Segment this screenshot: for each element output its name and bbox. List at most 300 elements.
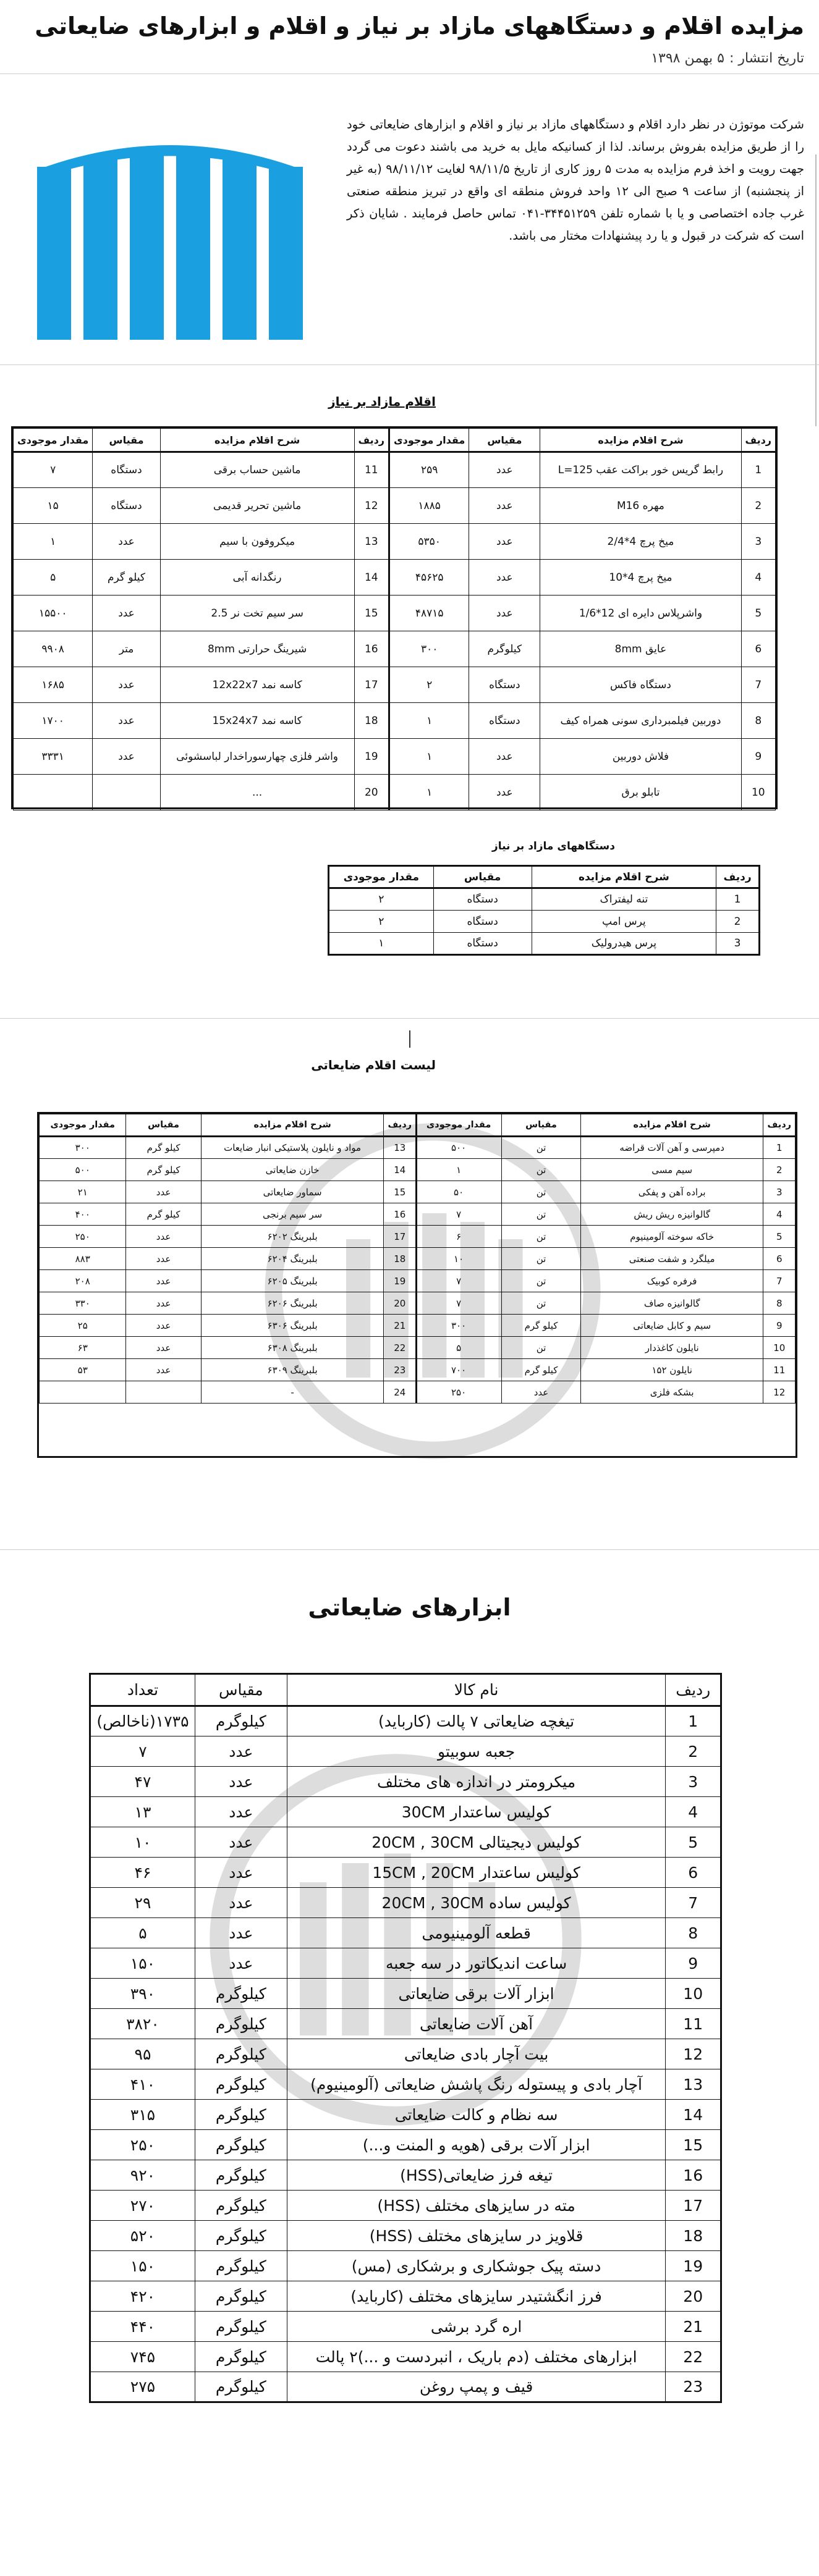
cell-unit: تن [502, 1159, 581, 1181]
surplus-items-table-right [389, 428, 776, 810]
cell-quantity: ۲۵ [40, 1315, 126, 1337]
waste-tools-table-frame [89, 1673, 722, 2403]
cell-description: دستگاه فاکس [540, 667, 741, 703]
table-row [390, 775, 776, 810]
cell-count: ۱۷۳۵(ناخالص) [90, 1706, 195, 1736]
column-header-row: ردیف [354, 429, 389, 452]
cell-row: 19 [384, 1270, 417, 1292]
cell-count: ۲۹ [90, 1888, 195, 1918]
cell-description: فرفره کوبیک [580, 1270, 763, 1292]
cell-row: 16 [354, 631, 389, 667]
cell-description: میخ پرچ 4*2/4 [540, 524, 741, 560]
cell-quantity: ۱ [329, 933, 434, 955]
cell-row: 7 [666, 1888, 721, 1918]
cell-description: خاکه سوخته آلومینیوم [580, 1226, 763, 1248]
table-row [416, 1315, 796, 1337]
cell-row: 11 [763, 1359, 796, 1381]
cell-quantity: ۳۰۰ [390, 631, 469, 667]
cell-item-name: قیف و پمپ روغن [287, 2372, 666, 2402]
cell-description: دوربین فیلمبرداری سونی همراه کیف [540, 703, 741, 739]
publish-date [646, 51, 804, 66]
cell-unit: عدد [469, 596, 540, 631]
cell-quantity: ۱۵ [14, 488, 93, 524]
cell-description: پرس امپ [532, 911, 716, 933]
cell-unit: دستگاه [93, 452, 160, 488]
cell-unit: کیلو گرم [126, 1203, 201, 1226]
cell-quantity: ۷ [14, 452, 93, 488]
column-header-unit: مقیاس [126, 1114, 201, 1137]
cell-description: نایلون ۱۵۲ [580, 1359, 763, 1381]
cell-unit: تن [502, 1337, 581, 1359]
cell-row: 8 [763, 1292, 796, 1315]
cell-unit: عدد [469, 560, 540, 596]
cell-quantity: ۵۰۰ [416, 1137, 502, 1159]
table-row [416, 1159, 796, 1181]
cell-unit: دستگاه [433, 911, 532, 933]
cell-item-name: آهن آلات ضایعاتی [287, 2009, 666, 2039]
table-row [14, 631, 389, 667]
cell-count: ۴۲۰ [90, 2281, 195, 2312]
cell-description: خازن ضایعاتی [201, 1159, 384, 1181]
surplus-items-table-left [13, 428, 390, 810]
column-header-description: شرح اقلام مزایده [580, 1114, 763, 1137]
cell-description: - [201, 1381, 384, 1404]
waste-tools-section [0, 1551, 819, 2576]
table-row [90, 1918, 721, 1948]
document-title: مزایده اقلام و دستگاههای مازاد بر نیاز و اقلام و ابزارهای ضایعاتی [35, 12, 804, 40]
cell-description: سر سیم برنجی [201, 1203, 384, 1226]
table-row [90, 2069, 721, 2100]
cell-item-name: کولیس دیجیتالی 20CM , 30CM [287, 1827, 666, 1858]
table-row [90, 2191, 721, 2221]
table-row [14, 452, 389, 488]
cell-item-name: جعبه سوبیتو [287, 1736, 666, 1767]
cell-count: ۵۲۰ [90, 2221, 195, 2251]
column-header-unit: مقیاس [469, 429, 540, 452]
cell-count: ۹۵ [90, 2039, 195, 2069]
cell-quantity: ۳۰۰ [40, 1137, 126, 1159]
table-row [416, 1381, 796, 1404]
cell-quantity: ۵۳ [40, 1359, 126, 1381]
column-header-item-name: نام کالا [287, 1674, 666, 1706]
cell-description: بلبرینگ ۶۳۰۸ [201, 1337, 384, 1359]
cell-row: 17 [354, 667, 389, 703]
cell-count: ۱۵۰ [90, 2251, 195, 2281]
table-row [416, 1248, 796, 1270]
cell-unit: کیلوگرم [195, 2372, 287, 2402]
cell-row: 15 [384, 1181, 417, 1203]
cell-description: سیم مسی [580, 1159, 763, 1181]
cell-quantity: ۱ [390, 739, 469, 775]
cell-quantity: ۱۶۸۵ [14, 667, 93, 703]
table-row [390, 596, 776, 631]
table-row [390, 452, 776, 488]
cell-quantity: ۶ [416, 1226, 502, 1248]
table-row [40, 1337, 417, 1359]
cell-count: ۴۶ [90, 1858, 195, 1888]
cell-quantity: ۷ [416, 1203, 502, 1226]
table-header-row [390, 429, 776, 452]
table-row [90, 2160, 721, 2191]
cell-row: 9 [666, 1948, 721, 1979]
cell-row: 2 [763, 1159, 796, 1181]
cell-row: 13 [354, 524, 389, 560]
table-row [416, 1181, 796, 1203]
cell-item-name: سه نظام و کالت ضایعاتی [287, 2100, 666, 2130]
cell-quantity [40, 1381, 126, 1404]
table-row [90, 2100, 721, 2130]
cell-quantity: ۵۰ [416, 1181, 502, 1203]
cell-row: 16 [384, 1203, 417, 1226]
cell-unit: دستگاه [433, 933, 532, 955]
waste-list-title: لیست اقلام ضایعاتی [311, 1058, 436, 1072]
cell-row: 7 [741, 667, 775, 703]
cell-unit: کیلوگرم [195, 2251, 287, 2281]
cell-count: ۳۸۲۰ [90, 2009, 195, 2039]
cell-row: 22 [384, 1337, 417, 1359]
cell-unit: تن [502, 1270, 581, 1292]
cell-unit: عدد [195, 1767, 287, 1797]
cell-count: ۷ [90, 1736, 195, 1767]
waste-list-table-frame [37, 1112, 797, 1458]
cell-unit: عدد [93, 596, 160, 631]
cell-unit: عدد [195, 1827, 287, 1858]
cell-row: 23 [384, 1359, 417, 1381]
cell-row: 5 [666, 1827, 721, 1858]
cell-unit: عدد [126, 1337, 201, 1359]
cell-row: 20 [384, 1292, 417, 1315]
cell-row: 3 [741, 524, 775, 560]
table-row [40, 1248, 417, 1270]
table-row [90, 1888, 721, 1918]
cell-quantity: ۷ [416, 1292, 502, 1315]
cell-description: بلبرینگ ۶۳۰۹ [201, 1359, 384, 1381]
surplus-items-table-frame [11, 426, 778, 809]
table-row [40, 1159, 417, 1181]
cell-unit: عدد [126, 1315, 201, 1337]
cell-unit: عدد [469, 739, 540, 775]
cell-description: بلبرینگ ۶۲۰۶ [201, 1292, 384, 1315]
cell-row: 4 [666, 1797, 721, 1827]
cell-quantity: ۷ [416, 1270, 502, 1292]
cell-row: 6 [741, 631, 775, 667]
cell-unit: عدد [195, 1948, 287, 1979]
table-row [40, 1315, 417, 1337]
cell-count: ۴۷ [90, 1767, 195, 1797]
table-row [40, 1270, 417, 1292]
cell-row: 1 [763, 1137, 796, 1159]
cell-quantity: ۱۵۵۰۰ [14, 596, 93, 631]
table-row [90, 2130, 721, 2160]
cell-row: 3 [666, 1767, 721, 1797]
cell-unit: کیلو گرم [93, 560, 160, 596]
column-header-row: ردیف [716, 866, 760, 888]
cell-row: 12 [666, 2039, 721, 2069]
cell-row: 9 [741, 739, 775, 775]
table-row [90, 2342, 721, 2372]
cell-row: 10 [741, 775, 775, 810]
column-header-quantity: مقدار موجودی [329, 866, 434, 888]
cell-item-name: ابزار آلات برقی ضایعاتی [287, 1979, 666, 2009]
column-header-quantity: مقدار موجودی [390, 429, 469, 452]
table-row [390, 560, 776, 596]
cell-description: شیرینگ حرارتی 8mm [160, 631, 354, 667]
cell-row: 4 [763, 1203, 796, 1226]
cell-unit: عدد [93, 703, 160, 739]
cell-unit: کیلوگرم [195, 2191, 287, 2221]
cell-description: ماشین تحریر قدیمی [160, 488, 354, 524]
cell-unit: عدد [195, 1918, 287, 1948]
cell-description: مهره M16 [540, 488, 741, 524]
cell-row: 19 [354, 739, 389, 775]
cell-row: 14 [384, 1159, 417, 1181]
cell-quantity: ۴۰۰ [40, 1203, 126, 1226]
table-row [90, 1767, 721, 1797]
cell-description: تابلو برق [540, 775, 741, 810]
cell-description: عایق 8mm [540, 631, 741, 667]
cell-row: 14 [354, 560, 389, 596]
cell-description: ... [160, 775, 354, 810]
cell-row: 22 [666, 2342, 721, 2372]
table-row [416, 1359, 796, 1381]
cell-quantity: ۳۳۰ [40, 1292, 126, 1315]
column-header-description: شرح اقلام مزایده [201, 1114, 384, 1137]
cell-row: 5 [741, 596, 775, 631]
cell-unit: عدد [195, 1736, 287, 1767]
surplus-devices-table [328, 865, 760, 956]
cell-row: 18 [354, 703, 389, 739]
cell-unit: کیلوگرم [195, 2342, 287, 2372]
cell-unit: کیلوگرم [195, 1706, 287, 1736]
cell-quantity: ۵۳۵۰ [390, 524, 469, 560]
cell-row: 18 [384, 1248, 417, 1270]
table-row [14, 775, 389, 810]
cell-quantity: ۲۵۰ [416, 1381, 502, 1404]
cell-quantity: ۳۰۰ [416, 1315, 502, 1337]
cell-row: 12 [354, 488, 389, 524]
cell-unit: عدد [93, 667, 160, 703]
cell-description: گالوانیزه صاف [580, 1292, 763, 1315]
table-row [416, 1137, 796, 1159]
cell-row: 19 [666, 2251, 721, 2281]
table-row [90, 1979, 721, 2009]
cell-item-name: ابزارهای مختلف (دم باریک ، انبردست و ...)۲ پالت [287, 2342, 666, 2372]
cell-quantity: ۱۸۸۵ [390, 488, 469, 524]
cell-row: 2 [666, 1736, 721, 1767]
cell-quantity: ۲ [329, 888, 434, 911]
cell-unit: عدد [469, 452, 540, 488]
cell-description: رابط گریس خور براکت عقب L=125 [540, 452, 741, 488]
section-divider [0, 1018, 819, 1019]
intro-paragraph: شرکت موتوژن در نظر دارد اقلام و دستگاههای مازاد بر نیاز و اقلام و ابزارهای ضایعاتی خود را از طریق مزایده بفروش برساند. لذا از کسانیکه مایل به خرید می باشند دعوت می گردد جهت رویت و اخذ فرم مزایده به مدت ۵ روز کاری از تاریخ ۹۸/۱۱/۵ لغایت ۹۸/۱۱/۱۲ (به غیر از پنجشنبه) از ساعت ۹ صبح الی ۱۲ واحد فروش منطقه ای واقع در تبریز منطقه صنعتی غرب جاده اختصاصی و یا با شماره تلفن ۳۴۴۵۱۲۵۹-۰۴۱ تماس حاصل فرمایند . شایان ذکر است که شرکت در قبول و یا رد پیشنهادات مختار می باشد. [347, 117, 805, 243]
cell-unit: کیلوگرم [195, 2221, 287, 2251]
cell-item-name: کولیس ساده 20CM , 30CM [287, 1888, 666, 1918]
cell-quantity: ۱ [390, 703, 469, 739]
cell-unit: کیلو گرم [126, 1159, 201, 1181]
surplus-devices-table-frame [328, 865, 760, 956]
cell-quantity: ۵ [416, 1337, 502, 1359]
cell-count: ۳۹۰ [90, 1979, 195, 2009]
column-header-unit: مقیاس [433, 866, 532, 888]
cell-item-name: میکرومتر در اندازه های مختلف [287, 1767, 666, 1797]
cell-row: 1 [666, 1706, 721, 1736]
cell-row: 1 [716, 888, 760, 911]
cell-unit: تن [502, 1226, 581, 1248]
cell-quantity: ۲ [390, 667, 469, 703]
table-row [416, 1270, 796, 1292]
cell-description: فلاش دوربین [540, 739, 741, 775]
table-row [90, 2039, 721, 2069]
cell-count: ۴۱۰ [90, 2069, 195, 2100]
cell-row: 21 [666, 2312, 721, 2342]
table-row [390, 667, 776, 703]
table-row [14, 488, 389, 524]
table-row [90, 1736, 721, 1767]
cell-unit: عدد [126, 1226, 201, 1248]
column-header-row: ردیف [741, 429, 775, 452]
cell-description: واشرپلاس دایره ای 12*1/6 [540, 596, 741, 631]
publish-date-label: تاریخ انتشار : [729, 51, 804, 66]
table-row [416, 1337, 796, 1359]
cell-description: تنه لیفتراک [532, 888, 716, 911]
cell-count: ۱۵۰ [90, 1948, 195, 1979]
waste-tools-table [89, 1673, 722, 2403]
cell-count: ۱۰ [90, 1827, 195, 1858]
cell-description: بلبرینگ ۶۳۰۶ [201, 1315, 384, 1337]
table-header-row [416, 1114, 796, 1137]
cell-unit: کیلوگرم [195, 2160, 287, 2191]
cell-unit: تن [502, 1181, 581, 1203]
cell-unit: دستگاه [469, 667, 540, 703]
column-header-quantity: مقدار موجودی [416, 1114, 502, 1137]
cell-row: 16 [666, 2160, 721, 2191]
table-row [40, 1181, 417, 1203]
cell-quantity: ۵ [14, 560, 93, 596]
cell-unit: کیلوگرم [195, 2312, 287, 2342]
cell-unit: دستگاه [433, 888, 532, 911]
table-row [329, 933, 760, 955]
table-row [90, 2009, 721, 2039]
cell-row: 20 [666, 2281, 721, 2312]
cell-description: میلگرد و شفت صنعتی [580, 1248, 763, 1270]
cell-unit: عدد [126, 1181, 201, 1203]
cell-quantity: ۴۵۶۲۵ [390, 560, 469, 596]
cell-item-name: تیغه فرز ضایعاتی(HSS) [287, 2160, 666, 2191]
column-header-unit: مقیاس [93, 429, 160, 452]
table-row [40, 1137, 417, 1159]
column-header-row: ردیف [384, 1114, 417, 1137]
cell-description: سر سیم تخت نر 2.5 [160, 596, 354, 631]
column-header-description: شرح اقلام مزایده [160, 429, 354, 452]
cell-row: 2 [716, 911, 760, 933]
cell-quantity: ۱ [390, 775, 469, 810]
cell-row: 18 [666, 2221, 721, 2251]
table-row [390, 631, 776, 667]
cell-unit: تن [502, 1203, 581, 1226]
cell-unit: کیلوگرم [195, 2281, 287, 2312]
cell-unit: تن [502, 1248, 581, 1270]
column-header-count: تعداد [90, 1674, 195, 1706]
table-row [14, 667, 389, 703]
company-logo-icon [25, 136, 309, 346]
cell-row: 5 [763, 1226, 796, 1248]
cell-description: میخ پرچ 4*10 [540, 560, 741, 596]
cell-description: بلبرینگ ۶۲۰۴ [201, 1248, 384, 1270]
cell-unit: متر [93, 631, 160, 667]
table-row [14, 739, 389, 775]
table-header-row [329, 866, 760, 888]
cell-unit: کیلو گرم [502, 1359, 581, 1381]
cell-unit: کیلوگرم [195, 2009, 287, 2039]
cell-unit: کیلوگرم [195, 2130, 287, 2160]
cell-row: 17 [666, 2191, 721, 2221]
cell-description: رنگدانه آبی [160, 560, 354, 596]
cell-row: 24 [384, 1381, 417, 1404]
cell-quantity: ۲۰۸ [40, 1270, 126, 1292]
column-header-unit: مقیاس [195, 1674, 287, 1706]
cell-row: 7 [763, 1270, 796, 1292]
cell-row: 3 [763, 1181, 796, 1203]
waste-list-table-right [415, 1114, 796, 1404]
cell-description: بشکه فلزی [580, 1381, 763, 1404]
surplus-items-title: اقلام مازاد بر نیاز [328, 394, 436, 409]
cell-unit: عدد [93, 524, 160, 560]
cell-quantity: ۱ [14, 524, 93, 560]
cell-description: کاسه نمد 12x22x7 [160, 667, 354, 703]
table-header-row [40, 1114, 417, 1137]
table-row [40, 1381, 417, 1404]
cell-count: ۲۷۵ [90, 2372, 195, 2402]
cell-quantity: ۲۵۹ [390, 452, 469, 488]
cell-description: سماور ضایعاتی [201, 1181, 384, 1203]
cell-row: 6 [763, 1248, 796, 1270]
section-divider [0, 364, 819, 365]
cell-item-name: دسته پیک جوشکاری و برشکاری (مس) [287, 2251, 666, 2281]
cell-description: گالوانیزه ریش ریش [580, 1203, 763, 1226]
cell-description: سیم و کابل ضایعاتی [580, 1315, 763, 1337]
cell-row: 10 [763, 1337, 796, 1359]
table-row [14, 596, 389, 631]
cell-description: میکروفون با سیم [160, 524, 354, 560]
cell-unit: عدد [93, 739, 160, 775]
table-row [40, 1203, 417, 1226]
surplus-devices-title: دستگاههای مازاد بر نیاز [491, 840, 615, 852]
cell-description: نایلون کاغذدار [580, 1337, 763, 1359]
cell-row: 8 [666, 1918, 721, 1948]
column-header-row: ردیف [666, 1674, 721, 1706]
cell-row: 6 [666, 1858, 721, 1888]
cell-row: 17 [384, 1226, 417, 1248]
cell-row: 2 [741, 488, 775, 524]
table-row [329, 911, 760, 933]
cell-quantity: ۷۰۰ [416, 1359, 502, 1381]
cell-unit: کیلو گرم [502, 1315, 581, 1337]
table-row [90, 1706, 721, 1736]
cell-quantity [14, 775, 93, 810]
table-row [416, 1203, 796, 1226]
intro-section [0, 74, 819, 364]
cell-item-name: فرز انگشتیدر سایزهای مختلف (کارباید) [287, 2281, 666, 2312]
cell-description: بلبرینگ ۶۲۰۵ [201, 1270, 384, 1292]
table-row [40, 1292, 417, 1315]
cell-description: دمپرسی و آهن آلات قراضه [580, 1137, 763, 1159]
cell-description: براده آهن و پفکی [580, 1181, 763, 1203]
table-row [90, 2312, 721, 2342]
table-row [40, 1359, 417, 1381]
cell-unit: کیلوگرم [469, 631, 540, 667]
section-divider [0, 1549, 819, 1550]
table-row [416, 1226, 796, 1248]
